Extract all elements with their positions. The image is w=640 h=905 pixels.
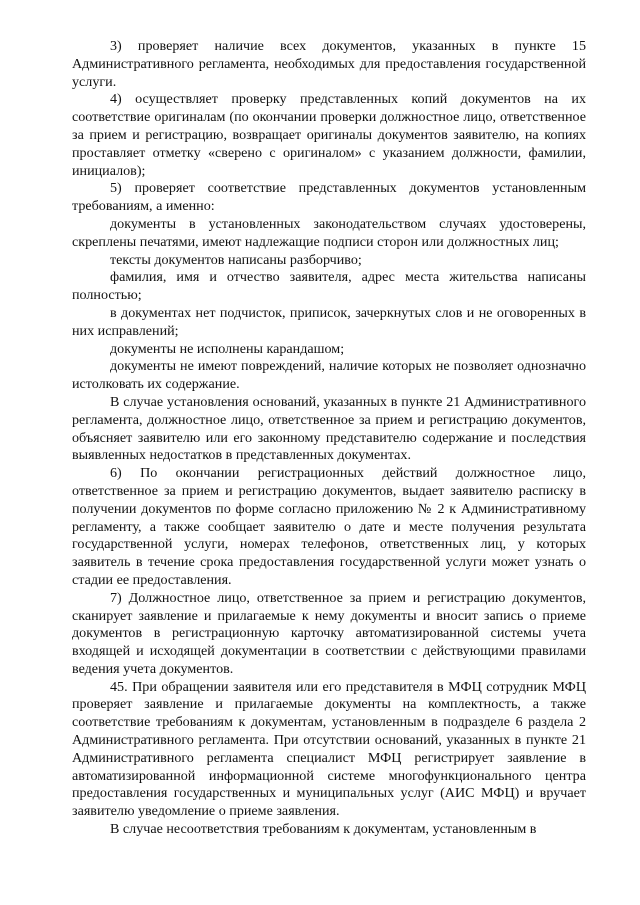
requirement-no-erasures: в документах нет подчисток, приписок, зачеркнутых слов и не оговоренных в них исправлений; — [72, 304, 586, 339]
requirement-certified: документы в установленных законодательством случаях удостоверены, скреплены печатями, имеют надлежащие подписи сторон или должностных лиц; — [72, 215, 586, 250]
paragraph-deficiencies: В случае установления оснований, указанных в пункте 21 Административного регламента, должностное лицо, ответственное за прием и регистрацию документов, объясняет заявителю или его законному представителю содержание и последствия выявленных недостатков в представленных документах. — [72, 393, 586, 464]
paragraph-item-4: 4) осуществляет проверку представленных копий документов на их соответствие оригиналам (по окончании проверки должностное лицо, ответственное за прием и регистрацию, возвращает оригиналы документов заявителю, на копиях проставляет отметку «сверено с оригиналом» с указанием должности, фамилии, инициалов); — [72, 91, 586, 179]
paragraph-item-6: 6) По окончании регистрационных действий должностное лицо, ответственное за прием и регистрацию документов, выдает заявителю расписку в получении документов по форме согласно приложению № 2 к Административному регламенту, а также сообщает заявителю о дате и месте получения результата государственной услуги, номерах телефонов, ответственных лиц, у которых заявитель в течение срока предоставления государственной услуги может узнать о стадии ее предоставления. — [72, 465, 586, 588]
paragraph-mismatch: В случае несоответствия требованиям к документам, установленным в — [110, 821, 537, 838]
paragraph-item-3: 3) проверяет наличие всех документов, указанных в пункте 15 Административного регламента, необходимых для предоставления государственной услуги. — [72, 38, 586, 90]
paragraph-item-7: 7) Должностное лицо, ответственное за прием и регистрацию документов, сканирует заявление и прилагаемые к нему документы и вносит запись о приеме документов в регистрационную карточку автоматизированной системы учета входящей и исходящей документации в соответствии с действующими правилами ведения учета документов. — [72, 589, 586, 677]
requirement-no-damage: документы не имеют повреждений, наличие которых не позволяет однозначно истолковать их содержание. — [72, 358, 586, 393]
document-page — [72, 38, 586, 839]
paragraph-45: 45. При обращении заявителя или его представителя в МФЦ сотрудник МФЦ проверяет заявление и прилагаемые документы на комплектность, а также соответствие требованиям к документам, установленным в подразделе 6 раздела 2 Административного регламента. При отсутствии оснований, указанных в пункте 21 Административного регламента специалист МФЦ регистрирует заявление в автоматизированной информационной системе многофункционального центра предоставления государственных и муниципальных услуг (АИС МФЦ) и вручает заявителю уведомление о приеме заявления. — [72, 678, 586, 820]
requirement-full-name: фамилия, имя и отчество заявителя, адрес места жительства написаны полностью; — [72, 269, 586, 304]
requirement-legible: тексты документов написаны разборчиво; — [110, 251, 362, 268]
requirement-no-pencil: документы не исполнены карандашом; — [110, 340, 345, 357]
paragraph-item-5: 5) проверяет соответствие представленных документов установленным требованиям, а именно: — [72, 180, 586, 215]
